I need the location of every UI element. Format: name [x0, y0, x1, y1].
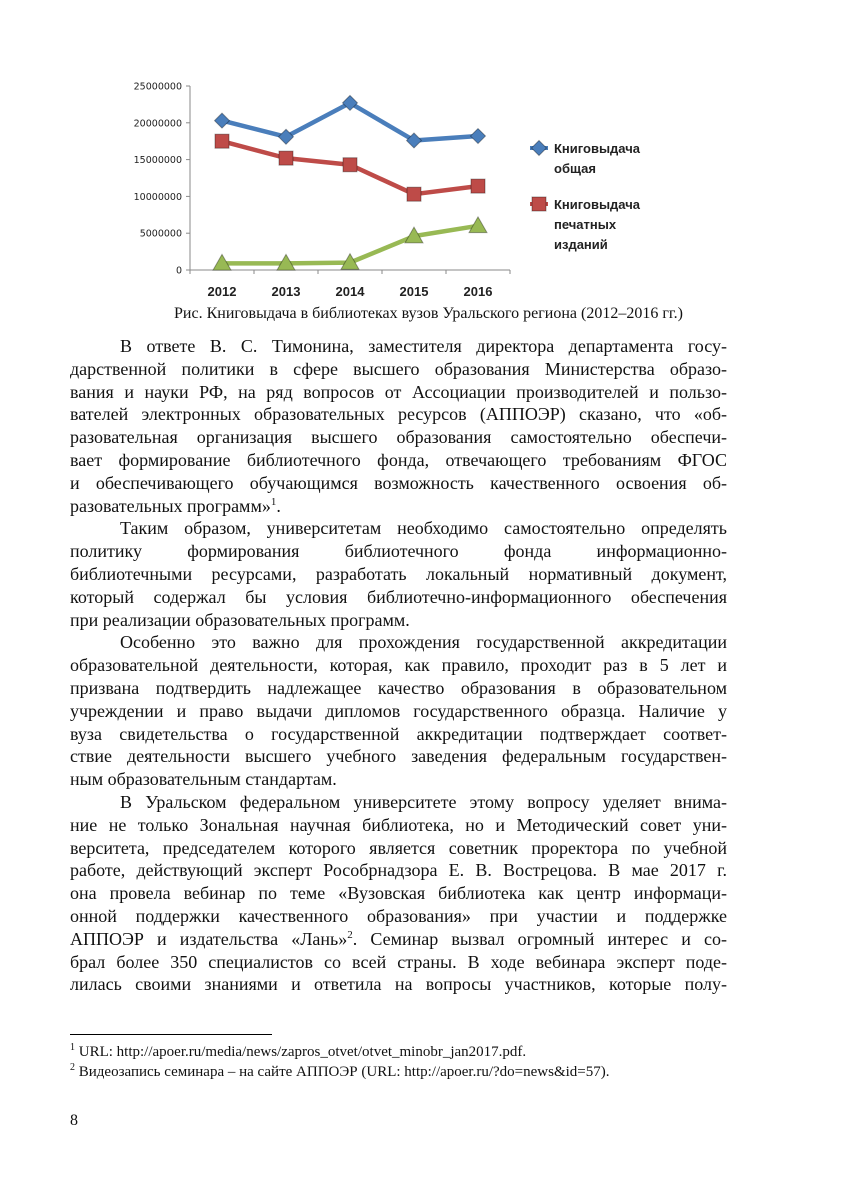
text-line: который содержал бы условия библиотечно-информационного обеспечения [70, 586, 727, 607]
footnote-ref-1: 1 [270, 495, 277, 508]
data-point [471, 179, 485, 193]
text-fragment: АППОЭР и издательства «Лань» [70, 928, 348, 949]
text-line [70, 928, 727, 951]
y-axis [134, 82, 190, 277]
text-line: она провела вебинар по теме «Вузовская библиотека как центр информаци- [70, 883, 727, 904]
text-line: лилась своими знаниями и ответила на вопросы участников, которые полу- [70, 974, 727, 995]
x-tick-label: 2014 [335, 284, 365, 299]
text-line: призвана подтвердить надлежащее качество образования в образовательном [70, 677, 727, 698]
legend-label: общая [554, 161, 596, 176]
x-tick-label: 2013 [271, 284, 301, 299]
data-point [471, 129, 486, 144]
text-line: работе, действующий эксперт Рособрнадзора Е. В. Вострецова. В мае 2017 г. [70, 860, 727, 881]
text-line: В Уральском федеральном университете этому вопросу уделяет внима- [120, 791, 727, 812]
text-line: образовательной деятельности, которая, как правило, проходит раз в 5 лет и [70, 655, 727, 676]
footnote-mark: 1 [70, 1042, 75, 1053]
chart-series [213, 95, 487, 270]
text-line: вателей электронных образовательных ресурсов (АППОЭР) сказано, что «об- [70, 404, 727, 425]
text-line: разовательная организация высшего образования самостоятельно обеспечи- [70, 427, 727, 448]
y-tick-label: 10000000 [133, 191, 182, 203]
text-line: В ответе В. С. Тимонина, заместителя директора департамента госу- [120, 336, 727, 356]
text-line: ствие деятельности высшего учебного заведения федеральным государствен- [70, 746, 727, 767]
text-fragment: разовательных программ» [70, 495, 271, 516]
text-line: вуза свидетельства о государственной аккредитации подтверждает соответ- [70, 723, 727, 744]
y-tick-label: 15000000 [133, 155, 182, 167]
text-line: брал более 350 специалистов со всей страны. В ходе вебинара эксперт поде- [70, 951, 727, 972]
data-point [343, 158, 357, 172]
page-number: 8 [70, 1112, 78, 1129]
x-axis [190, 270, 510, 299]
data-point [407, 187, 421, 201]
data-point [215, 134, 229, 148]
footnote-text: URL: http://apoer.ru/media/news/zapros_otvet/otvet_minobr_jan2017.pdf. [75, 1044, 527, 1060]
text-line: библиотечными ресурсами, разработать локальный нормативный документ, [70, 563, 727, 584]
text-line: Таким образом, университетам необходимо самостоятельно определять [120, 518, 727, 539]
legend-marker [532, 141, 547, 156]
paragraph-1 [70, 335, 727, 517]
footnote-1 [70, 1043, 526, 1062]
text-line: при реализации образовательных программ. [70, 609, 410, 630]
text-fragment: . Семинар вызвал огромный интерес и со- [352, 928, 727, 949]
y-tick-label: 5000000 [139, 228, 182, 240]
text-line: ным образовательным стандартам. [70, 769, 337, 790]
footnote-2 [70, 1063, 610, 1082]
paragraph-3 [70, 631, 727, 791]
y-tick-label: 20000000 [133, 118, 182, 130]
legend-label: печатных [554, 217, 617, 232]
body-text [70, 335, 727, 996]
y-tick-label: 25000000 [133, 81, 182, 93]
data-point [215, 113, 230, 128]
text-line: ние не только Зональная научная библиотека, но и Методический совет уни- [70, 814, 727, 835]
legend-label: Книговыдача [554, 141, 640, 156]
footnote-ref-2: 2 [347, 928, 353, 941]
footnote-mark: 2 [70, 1062, 75, 1073]
paragraph-2 [70, 517, 727, 631]
footnote-separator [70, 1034, 272, 1035]
text-line: учреждении и право выдачи дипломов государственного образца. Наличие у [70, 700, 727, 721]
text-line: вания и науки РФ, на ряд вопросов от Ассоциации производителей и пользо- [70, 381, 727, 402]
figure-caption: Рис. Книговыдача в библиотеках вузов Уральского региона (2012–2016 гг.) [174, 305, 683, 322]
x-tick-label: 2015 [399, 284, 429, 299]
text-line: онной поддержки качественного образования» при участии и поддержке [70, 905, 727, 926]
legend-label: Книговыдача [554, 197, 640, 212]
text-line: верситета, председателем которого является советник проректора по учебной [70, 837, 727, 858]
x-tick-label: 2016 [463, 284, 493, 299]
data-point [279, 151, 293, 165]
paragraph-4 [70, 791, 727, 996]
text-fragment: . [276, 495, 281, 516]
text-line [70, 495, 727, 518]
text-line: политику формирования библиотечного фонда информационно- [70, 541, 727, 562]
footnote-text: Видеозапись семинара – на сайте АППОЭР (URL: http://apoer.ru/?do=news&id=57). [75, 1064, 610, 1080]
text-line: и обеспечивающего обучающимся возможность качественного освоения об- [70, 472, 727, 493]
line-chart [130, 74, 690, 306]
text-line: Особенно это важно для прохождения государственной аккредитации [120, 632, 727, 653]
legend-label: изданий [554, 237, 608, 252]
chart-legend [530, 141, 641, 253]
text-line: дарственной политики в сфере высшего образования Министерства образо- [70, 358, 727, 379]
text-line: вает формирование библиотечного фонда, отвечающего требованиям ФГОС [70, 449, 727, 470]
x-tick-label: 2012 [207, 284, 237, 299]
legend-marker [532, 197, 546, 211]
y-tick-label: 0 [175, 265, 182, 277]
